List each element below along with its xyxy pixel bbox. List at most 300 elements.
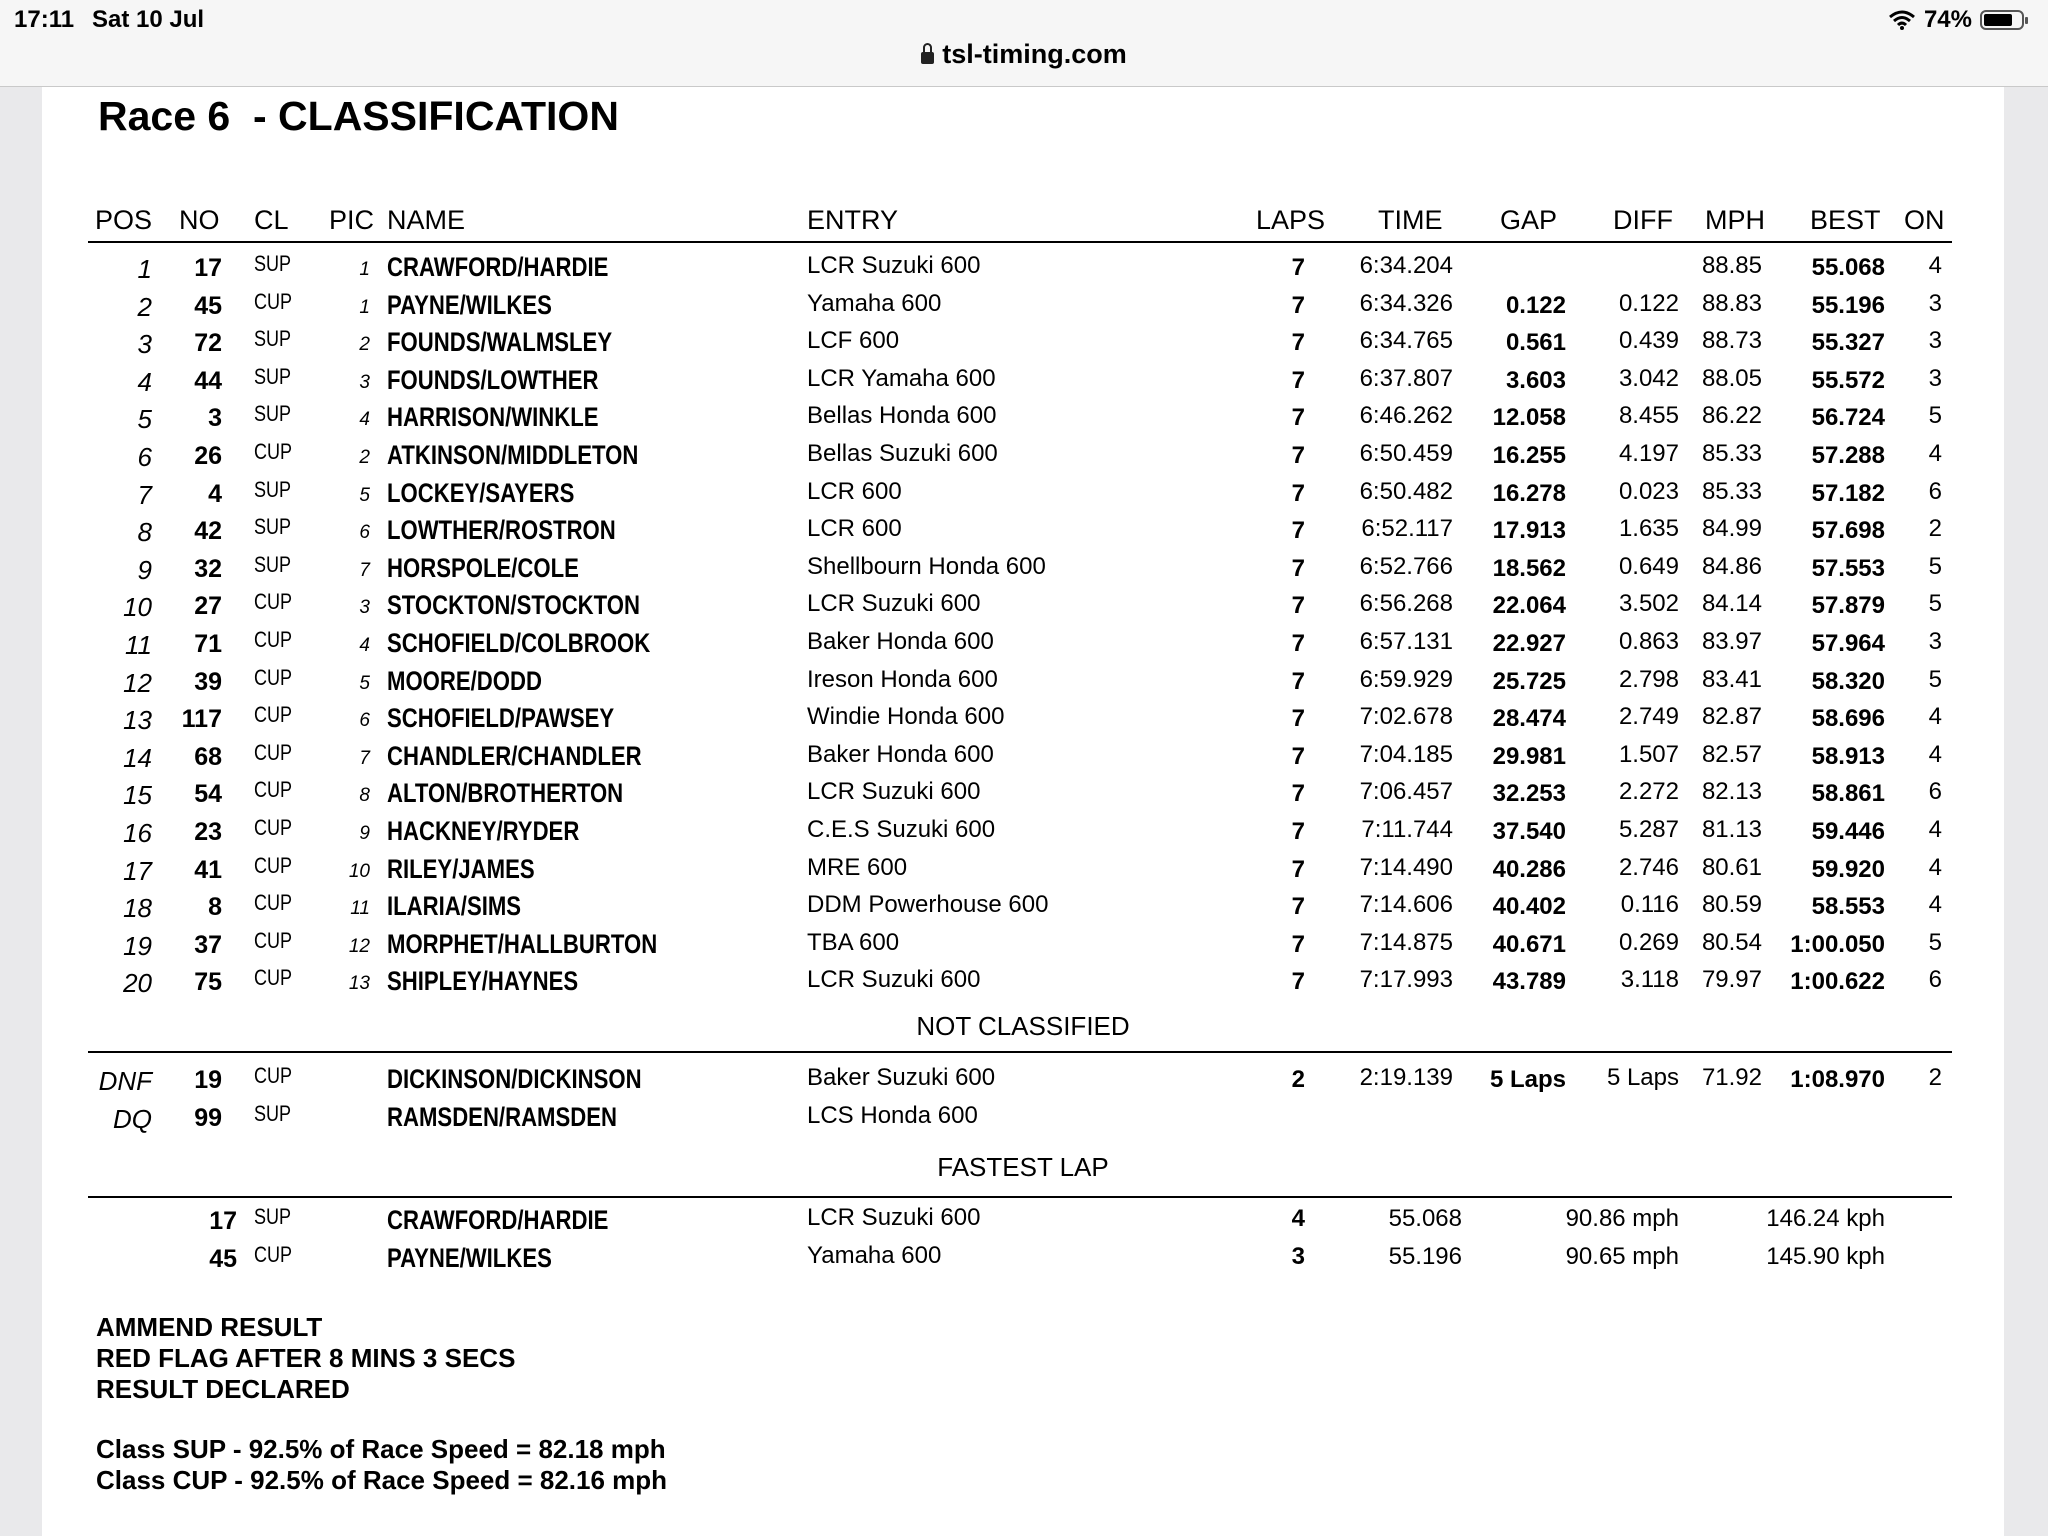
result-on: 4 — [1928, 703, 1942, 731]
result-on: 3 — [1928, 364, 1942, 392]
result-entry: Baker Honda 600 — [807, 628, 994, 655]
result-name: PAYNE/WILKES — [387, 289, 552, 320]
result-mph: 80.61 — [1701, 853, 1762, 881]
result-diff: 2.746 — [1618, 853, 1679, 881]
result-pic: 8 — [359, 785, 370, 807]
fastest-cl: SUP — [254, 1204, 292, 1229]
result-laps: 7 — [1291, 742, 1305, 770]
column-header-gap: GAP — [1500, 205, 1558, 235]
result-laps: 7 — [1291, 404, 1305, 432]
result-cl: SUP — [254, 476, 292, 502]
result-pic: 2 — [359, 334, 370, 356]
result-pic: 5 — [359, 672, 370, 694]
result-gap: 3.603 — [1505, 366, 1566, 394]
column-header-pos: POS — [95, 205, 153, 235]
not-classified-best: 1:08.970 — [1790, 1066, 1885, 1093]
result-time: 6:56.268 — [1359, 590, 1453, 618]
result-diff: 0.269 — [1618, 928, 1679, 956]
result-diff: 2.798 — [1618, 665, 1679, 693]
result-best: 57.698 — [1811, 517, 1885, 545]
result-no: 75 — [194, 968, 222, 997]
fastest-mph: 90.65 mph — [1565, 1242, 1679, 1270]
result-time: 6:34.326 — [1359, 289, 1453, 317]
not-classified-on: 2 — [1928, 1064, 1942, 1091]
result-pos: 12 — [123, 667, 152, 698]
result-time: 7:14.490 — [1359, 853, 1453, 881]
result-laps: 7 — [1291, 291, 1305, 319]
result-mph: 82.13 — [1701, 778, 1762, 806]
not-classified-heading: NOT CLASSIFIED — [916, 1011, 1130, 1041]
result-entry: TBA 600 — [807, 928, 900, 956]
result-diff: 1.635 — [1618, 515, 1679, 543]
result-pic: 7 — [359, 559, 370, 581]
result-on: 4 — [1928, 440, 1942, 467]
result-no: 68 — [194, 742, 222, 771]
result-time: 6:46.262 — [1359, 402, 1453, 430]
result-no: 23 — [194, 818, 222, 846]
result-mph: 82.87 — [1701, 703, 1762, 731]
result-diff: 2.272 — [1618, 778, 1679, 806]
result-pic: 3 — [359, 371, 370, 393]
result-mph: 84.14 — [1701, 590, 1762, 618]
column-header-cl: CL — [254, 205, 289, 235]
result-no: 54 — [194, 780, 222, 809]
result-diff: 0.023 — [1618, 477, 1679, 505]
result-name: LOCKEY/SAYERS — [387, 477, 575, 508]
result-best: 55.068 — [1811, 254, 1885, 281]
result-laps: 7 — [1291, 818, 1305, 845]
result-name: RILEY/JAMES — [387, 853, 535, 884]
result-name: ATKINSON/MIDDLETON — [387, 440, 639, 470]
result-time: 7:04.185 — [1359, 740, 1453, 768]
result-diff: 0.863 — [1618, 628, 1679, 655]
result-gap: 0.122 — [1505, 291, 1566, 319]
result-pos: 20 — [123, 968, 152, 999]
result-mph: 88.83 — [1701, 289, 1762, 317]
result-on: 3 — [1928, 628, 1942, 655]
result-cl: SUP — [254, 401, 292, 427]
result-no: 117 — [181, 705, 222, 734]
result-pos: 9 — [137, 554, 152, 585]
result-entry: Windie Honda 600 — [807, 703, 1005, 731]
result-diff: 5.287 — [1618, 816, 1679, 843]
result-name: SCHOFIELD/PAWSEY — [387, 703, 615, 734]
result-entry: LCR Suzuki 600 — [807, 252, 981, 279]
result-mph: 84.86 — [1701, 552, 1762, 580]
result-diff: 3.502 — [1618, 590, 1679, 618]
result-laps: 7 — [1291, 630, 1305, 657]
result-entry: LCR Suzuki 600 — [807, 590, 981, 618]
battery-fill — [1984, 14, 2012, 26]
not-classified-cl: SUP — [254, 1100, 292, 1126]
result-on: 2 — [1928, 515, 1942, 543]
status-right — [1888, 6, 2024, 34]
result-pos: 7 — [137, 479, 152, 510]
fastest-lap-heading: FASTEST LAP — [937, 1152, 1109, 1182]
result-pic: 3 — [359, 597, 370, 619]
result-entry: Bellas Suzuki 600 — [807, 440, 998, 467]
not-classified-time: 2:19.139 — [1359, 1064, 1453, 1091]
result-cl: CUP — [254, 965, 293, 991]
result-cl: CUP — [254, 288, 293, 314]
result-pic: 2 — [359, 447, 370, 468]
fastest-name: PAYNE/WILKES — [387, 1242, 552, 1273]
fastest-name: CRAWFORD/HARDIE — [387, 1205, 609, 1235]
fastest-kph: 146.24 kph — [1766, 1205, 1885, 1232]
result-laps: 7 — [1291, 855, 1305, 883]
result-mph: 84.99 — [1701, 515, 1762, 543]
result-on: 3 — [1928, 289, 1942, 317]
result-laps: 7 — [1291, 705, 1305, 733]
result-gap: 22.064 — [1492, 592, 1566, 620]
result-mph: 85.33 — [1701, 477, 1762, 505]
not-classified-name: DICKINSON/DICKINSON — [387, 1064, 642, 1094]
result-name: FOUNDS/LOWTHER — [387, 364, 599, 395]
url-text: tsl-timing.com — [942, 39, 1127, 69]
result-no: 27 — [194, 592, 222, 621]
result-on: 5 — [1928, 928, 1942, 956]
result-name: HORSPOLE/COLE — [387, 552, 579, 583]
column-header-diff: DIFF — [1613, 205, 1673, 235]
result-gap: 16.255 — [1492, 442, 1566, 469]
page-title: Race 6 - CLASSIFICATION — [98, 93, 619, 139]
result-laps: 7 — [1291, 329, 1305, 357]
result-mph: 81.13 — [1701, 816, 1762, 843]
not-classified-entry: LCS Honda 600 — [807, 1101, 978, 1129]
result-cl: SUP — [254, 326, 292, 352]
result-on: 4 — [1928, 891, 1942, 919]
fastest-cl: CUP — [254, 1241, 293, 1267]
result-time: 6:34.204 — [1359, 252, 1453, 279]
column-header-best: BEST — [1810, 205, 1881, 235]
result-laps: 7 — [1291, 893, 1305, 921]
column-header-name: NAME — [387, 205, 466, 235]
result-time: 6:57.131 — [1359, 628, 1453, 655]
result-no: 37 — [194, 930, 222, 959]
fastest-mph: 90.86 mph — [1565, 1205, 1679, 1232]
result-diff: 0.439 — [1618, 327, 1679, 355]
result-gap: 12.058 — [1492, 404, 1566, 432]
result-cl: CUP — [254, 890, 293, 916]
result-mph: 82.57 — [1701, 740, 1762, 768]
result-name: MORPHET/HALLBURTON — [387, 928, 658, 959]
result-cl: SUP — [254, 251, 292, 276]
result-diff: 0.122 — [1618, 289, 1679, 317]
result-gap: 16.278 — [1492, 479, 1566, 507]
result-gap: 37.540 — [1492, 818, 1566, 845]
result-gap: 17.913 — [1492, 517, 1566, 545]
result-time: 7:17.993 — [1359, 966, 1453, 994]
result-cl: CUP — [254, 589, 293, 615]
result-name: STOCKTON/STOCKTON — [387, 590, 641, 621]
result-gap: 22.927 — [1492, 630, 1566, 657]
result-time: 6:34.765 — [1359, 327, 1453, 355]
result-diff: 1.507 — [1618, 740, 1679, 768]
result-laps: 7 — [1291, 554, 1305, 582]
result-entry: Shellbourn Honda 600 — [807, 552, 1046, 580]
result-on: 5 — [1928, 552, 1942, 580]
result-pos: 13 — [123, 705, 152, 736]
address-bar[interactable] — [0, 40, 2048, 87]
result-mph: 88.05 — [1701, 364, 1762, 392]
result-mph: 88.85 — [1701, 252, 1762, 279]
result-time: 6:37.807 — [1359, 364, 1453, 392]
result-entry: LCR 600 — [807, 515, 902, 543]
result-pos: 2 — [137, 291, 152, 322]
result-pic: 1 — [359, 296, 370, 318]
result-time: 7:11.744 — [1361, 816, 1453, 843]
column-header-mph: MPH — [1705, 205, 1765, 235]
result-no: 39 — [194, 667, 222, 696]
results-page — [42, 87, 2004, 1536]
column-header-laps: LAPS — [1256, 205, 1326, 235]
result-on: 5 — [1928, 665, 1942, 693]
fastest-kph: 145.90 kph — [1766, 1242, 1885, 1270]
result-best: 58.861 — [1811, 780, 1885, 808]
result-entry: LCR Yamaha 600 — [807, 364, 996, 392]
header-divider — [88, 241, 1952, 243]
result-no: 3 — [208, 404, 222, 433]
column-header-time: TIME — [1378, 205, 1443, 235]
result-no: 45 — [194, 291, 222, 320]
result-pos: 18 — [123, 893, 152, 924]
column-header-entry: ENTRY — [807, 205, 899, 235]
not-classified-no: 99 — [194, 1103, 222, 1132]
result-entry: LCR 600 — [807, 477, 902, 505]
result-pos: 1 — [137, 254, 152, 284]
result-pos: 5 — [137, 404, 152, 435]
fastest-no: 45 — [209, 1244, 237, 1273]
result-gap: 40.402 — [1492, 893, 1566, 921]
not-classified-name: RAMSDEN/RAMSDEN — [387, 1101, 618, 1132]
result-gap: 18.562 — [1492, 554, 1566, 582]
fastest-entry: LCR Suzuki 600 — [807, 1204, 981, 1231]
result-on: 3 — [1928, 327, 1942, 355]
result-name: CHANDLER/CHANDLER — [387, 740, 642, 771]
fastest-time: 55.196 — [1388, 1242, 1462, 1270]
result-best: 59.920 — [1811, 855, 1885, 883]
result-pic: 7 — [359, 747, 370, 769]
result-best: 56.724 — [1811, 404, 1885, 432]
not-classified-cl: CUP — [254, 1063, 293, 1088]
result-gap: 29.981 — [1492, 742, 1566, 770]
result-diff: 0.116 — [1620, 891, 1679, 919]
result-on: 6 — [1928, 477, 1942, 505]
result-time: 6:50.459 — [1359, 440, 1453, 467]
result-mph: 80.59 — [1701, 891, 1762, 919]
result-gap: 28.474 — [1492, 705, 1566, 733]
result-best: 58.696 — [1811, 705, 1885, 733]
result-entry: Baker Honda 600 — [807, 740, 994, 768]
result-diff: 2.749 — [1618, 703, 1679, 731]
status-bar — [0, 0, 2048, 40]
status-date: Sat 10 Jul — [92, 6, 205, 33]
result-pos: 4 — [137, 366, 152, 397]
result-pic: 6 — [359, 522, 370, 544]
result-pic: 6 — [359, 710, 370, 732]
result-pos: 16 — [123, 818, 152, 848]
result-name: LOWTHER/ROSTRON — [387, 515, 616, 546]
result-best: 1:00.622 — [1790, 968, 1885, 996]
result-best: 57.964 — [1811, 630, 1885, 657]
result-best: 55.327 — [1811, 329, 1885, 357]
result-pic: 5 — [359, 484, 370, 506]
result-pic: 9 — [359, 823, 370, 844]
not-classified-entry: Baker Suzuki 600 — [807, 1064, 996, 1091]
result-entry: Bellas Honda 600 — [807, 402, 997, 430]
fastest-lap-number: 3 — [1291, 1242, 1305, 1270]
result-on: 4 — [1928, 740, 1942, 768]
result-diff: 3.118 — [1620, 966, 1679, 994]
result-pos: 19 — [123, 930, 152, 961]
column-header-on: ON — [1904, 205, 1945, 235]
result-best: 58.913 — [1811, 742, 1885, 770]
result-pic: 12 — [348, 935, 370, 957]
result-name: ILARIA/SIMS — [387, 891, 522, 922]
result-pos: 11 — [125, 630, 152, 660]
result-entry: DDM Powerhouse 600 — [807, 891, 1049, 919]
result-on: 6 — [1928, 966, 1942, 994]
result-gap: 0.561 — [1505, 329, 1566, 357]
status-time: 17:11 — [14, 6, 75, 33]
result-cl: SUP — [254, 514, 292, 540]
result-no: 72 — [194, 329, 222, 358]
result-name: HARRISON/WINKLE — [387, 402, 599, 433]
result-mph: 88.73 — [1701, 327, 1762, 355]
result-pos: 6 — [137, 442, 152, 472]
result-on: 4 — [1928, 853, 1942, 881]
column-header-no: NO — [179, 205, 220, 235]
result-entry: LCR Suzuki 600 — [807, 966, 981, 994]
result-time: 7:14.875 — [1359, 928, 1453, 956]
result-pos: 14 — [123, 742, 152, 773]
note-line: RESULT DECLARED — [96, 1374, 350, 1404]
result-pos: 10 — [123, 592, 152, 623]
result-entry: Ireson Honda 600 — [807, 665, 998, 693]
result-no: 8 — [208, 893, 222, 922]
result-on: 5 — [1928, 590, 1942, 618]
wifi-icon — [1888, 9, 1916, 31]
result-on: 4 — [1928, 252, 1942, 279]
battery-percent: 74% — [1923, 6, 1972, 33]
result-pic: 1 — [359, 259, 370, 280]
result-cl: SUP — [254, 363, 292, 389]
result-best: 57.879 — [1811, 592, 1885, 620]
result-name: SHIPLEY/HAYNES — [387, 966, 579, 997]
not-classified-pos: DNF — [98, 1066, 152, 1096]
note-line: RED FLAG AFTER 8 MINS 3 SECS — [96, 1343, 516, 1373]
result-pic: 11 — [350, 898, 370, 920]
result-cl: CUP — [254, 439, 293, 464]
class-speed-line: Class SUP - 92.5% of Race Speed = 82.18 mph — [96, 1434, 666, 1464]
result-time: 7:02.678 — [1359, 703, 1453, 731]
result-diff: 4.197 — [1618, 440, 1679, 467]
fastest-lap-divider — [88, 1196, 1952, 1198]
fastest-time: 55.068 — [1388, 1205, 1462, 1232]
fastest-entry: Yamaha 600 — [807, 1241, 942, 1269]
result-pic: 4 — [359, 409, 370, 431]
not-classified-divider — [88, 1051, 1952, 1053]
fastest-lap-number: 4 — [1291, 1205, 1305, 1232]
result-pos: 15 — [123, 780, 152, 811]
result-gap: 40.286 — [1492, 855, 1566, 883]
result-diff: 3.042 — [1618, 364, 1679, 392]
not-classified-pos: DQ — [113, 1103, 152, 1134]
result-mph: 80.54 — [1701, 928, 1762, 956]
result-on: 5 — [1928, 402, 1942, 430]
result-time: 7:14.606 — [1359, 891, 1453, 919]
result-time: 7:06.457 — [1359, 778, 1453, 806]
result-laps: 7 — [1291, 968, 1305, 996]
result-entry: MRE 600 — [807, 853, 908, 881]
result-time: 6:59.929 — [1359, 665, 1453, 693]
result-pic: 10 — [348, 860, 370, 882]
result-entry: LCR Suzuki 600 — [807, 778, 981, 806]
result-laps: 7 — [1291, 479, 1305, 507]
note-line: AMMEND RESULT — [96, 1312, 323, 1342]
result-name: CRAWFORD/HARDIE — [387, 252, 609, 282]
result-cl: CUP — [254, 739, 293, 765]
result-diff: 0.649 — [1618, 552, 1679, 580]
result-on: 6 — [1928, 778, 1942, 806]
result-best: 57.553 — [1811, 554, 1885, 582]
class-speed-line: Class CUP - 92.5% of Race Speed = 82.16 mph — [96, 1465, 668, 1495]
result-no: 71 — [194, 630, 222, 658]
column-header-pic: PIC — [329, 205, 375, 235]
result-mph: 83.41 — [1701, 665, 1762, 693]
battery-icon — [1980, 10, 2024, 30]
result-name: SCHOFIELD/COLBROOK — [387, 628, 651, 658]
result-name: MOORE/DODD — [387, 665, 542, 696]
result-no: 41 — [194, 855, 222, 884]
result-gap: 43.789 — [1492, 968, 1566, 996]
result-pic: 13 — [348, 973, 370, 995]
not-classified-no: 19 — [194, 1066, 222, 1094]
result-best: 57.182 — [1811, 479, 1885, 507]
result-best: 57.288 — [1811, 442, 1885, 469]
result-on: 4 — [1928, 816, 1942, 843]
result-best: 55.572 — [1811, 366, 1885, 394]
result-laps: 7 — [1291, 667, 1305, 695]
result-best: 1:00.050 — [1790, 930, 1885, 958]
result-cl: SUP — [254, 551, 292, 577]
not-classified-diff: 5 Laps — [1606, 1064, 1679, 1091]
result-best: 55.196 — [1811, 291, 1885, 319]
result-diff: 8.455 — [1618, 402, 1679, 430]
result-no: 26 — [194, 442, 222, 470]
result-laps: 7 — [1291, 592, 1305, 620]
result-cl: CUP — [254, 664, 293, 690]
result-pos: 8 — [137, 517, 152, 548]
result-pos: 17 — [123, 855, 152, 886]
result-no: 4 — [208, 479, 222, 508]
result-mph: 85.33 — [1701, 440, 1762, 467]
result-name: ALTON/BROTHERTON — [387, 778, 624, 809]
result-best: 58.320 — [1811, 667, 1885, 695]
result-cl: CUP — [254, 702, 293, 728]
result-laps: 7 — [1291, 442, 1305, 469]
result-entry: Yamaha 600 — [807, 289, 942, 317]
result-no: 17 — [194, 254, 222, 282]
result-cl: CUP — [254, 852, 293, 878]
result-mph: 79.97 — [1701, 966, 1762, 994]
result-laps: 7 — [1291, 780, 1305, 808]
result-laps: 7 — [1291, 254, 1305, 281]
result-laps: 7 — [1291, 930, 1305, 958]
result-no: 32 — [194, 554, 222, 583]
result-time: 6:52.117 — [1361, 515, 1453, 543]
result-laps: 7 — [1291, 366, 1305, 394]
